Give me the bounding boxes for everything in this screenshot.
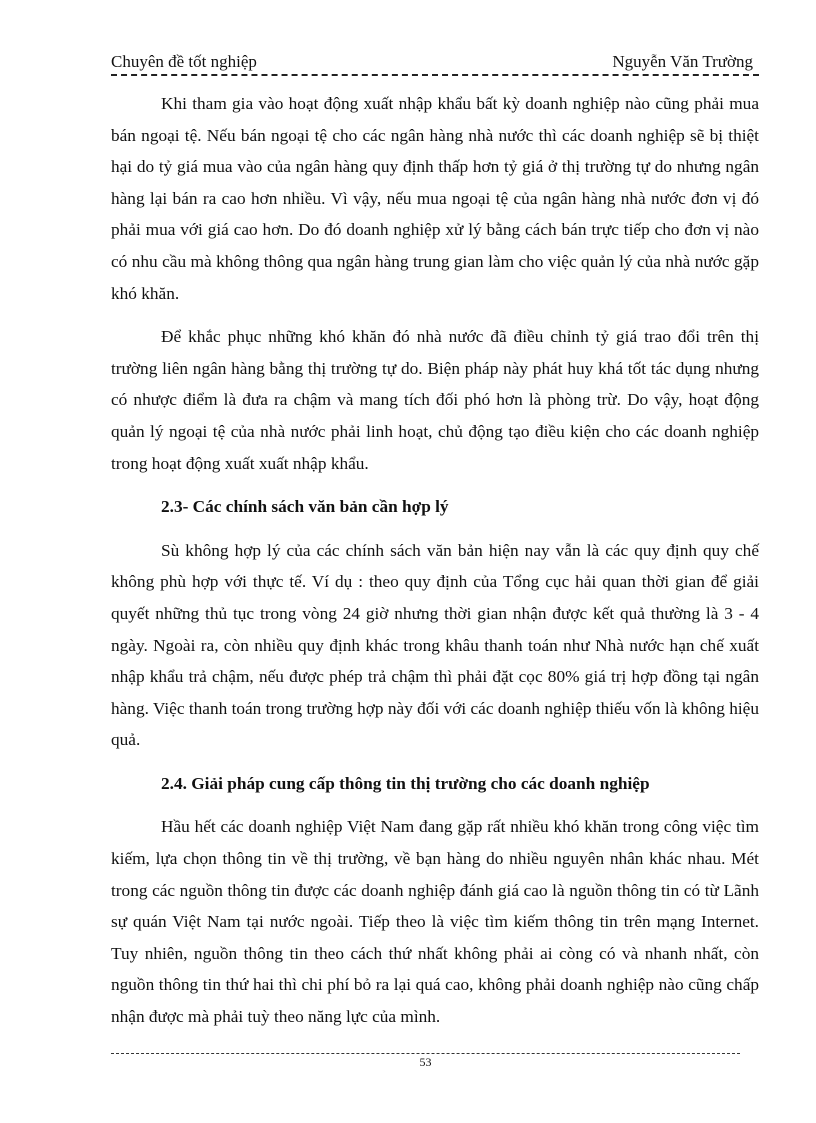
page-header xyxy=(111,52,759,78)
section-heading-2-4: 2.4. Giải pháp cung cấp thông tin thị trường cho các doanh nghiệp xyxy=(161,773,650,793)
paragraph-2: Để khắc phục những khó khăn đó nhà nước đã điều chỉnh tỷ giá trao đổi trên thị trường liên ngân hàng bằng thị trường tự do. Biện pháp này phát huy khá tốt tác dụng nhưng có nhược điểm là đưa ra chậm và mang tích đối phó hơn là phòng trừ. Do vậy, hoạt động quản lý ngoại tệ của nhà nước phải linh hoạt, chủ động tạo điều kiện cho các doanh nghiệp trong hoạt động xuất xuất nhập khẩu. xyxy=(111,327,759,473)
page-number: 53 xyxy=(419,1055,432,1069)
document-body xyxy=(111,88,759,1045)
header-divider xyxy=(111,74,759,76)
header-title: Chuyên đề tốt nghiệp xyxy=(111,52,257,71)
footer-divider xyxy=(111,1053,740,1054)
paragraph-1: Khi tham gia vào hoạt động xuất nhập khẩu bất kỳ doanh nghiệp nào cũng phải mua bán ngoại tệ. Nếu bán ngoại tệ cho các ngân hàng nhà nước thì các doanh nghiệp sẽ bị thiệt hại do tỷ giá mua vào của ngân hàng quy định thấp hơn tỷ giá ở thị trường tự do nhưng ngân hàng lại bán ra cao hơn nhiều. Vì vậy, nếu mua ngoại tệ của ngân hàng nhà nước đơn vị đó phải mua với giá cao hơn. Do đó doanh nghiệp xử lý bằng cách bán trực tiếp cho đơn vị nào có nhu cầu mà không thông qua ngân hàng trung gian làm cho việc quản lý của nhà nước gặp khó khăn. xyxy=(111,94,759,303)
header-author: Nguyễn Văn Trường xyxy=(612,52,753,71)
paragraph-3: Sù không hợp lý của các chính sách văn bản hiện nay vẫn là các quy định quy chế không phù hợp với thực tế. Ví dụ : theo quy định của Tổng cục hải quan thời gian để giải quyết những thủ tục trong vòng 24 giờ nhưng thời gian nhận được kết quả thường là 3 - 4 ngày. Ngoài ra, còn nhiều quy định khác trong khâu thanh toán như Nhà nước hạn chế xuất nhập khẩu trả chậm, nếu được phép trả chậm thì phải đặt cọc 80% giá trị hợp đồng tại ngân hàng. Việc thanh toán trong trường hợp này đối với các doanh nghiệp thiếu vốn là không hiệu quả. xyxy=(111,540,759,750)
section-heading-2-3: 2.3- Các chính sách văn bản cần hợp lý xyxy=(161,497,449,517)
page-footer xyxy=(111,1053,740,1070)
paragraph-4: Hầu hết các doanh nghiệp Việt Nam đang gặp rất nhiều khó khăn trong công việc tìm kiếm, lựa chọn thông tin về thị trường, về bạn hàng do nhiều nguyên nhân khác nhau. Mét trong các nguồn thông tin được các doanh nghiệp đánh giá cao là nguồn thông tin có từ Lãnh sự quán Việt Nam tại nước ngoài. Tiếp theo là việc tìm kiếm thông tin trên mạng Internet. Tuy nhiên, nguồn thông tin theo cách thứ nhất không phải ai còng có và nhanh nhất, còn nguồn thông tin thứ hai thì chi phí bỏ ra lại quá cao, không phải doanh nghiệp nào cũng chấp nhận được mà phải tuỳ theo năng lực của mình. xyxy=(111,817,759,1027)
